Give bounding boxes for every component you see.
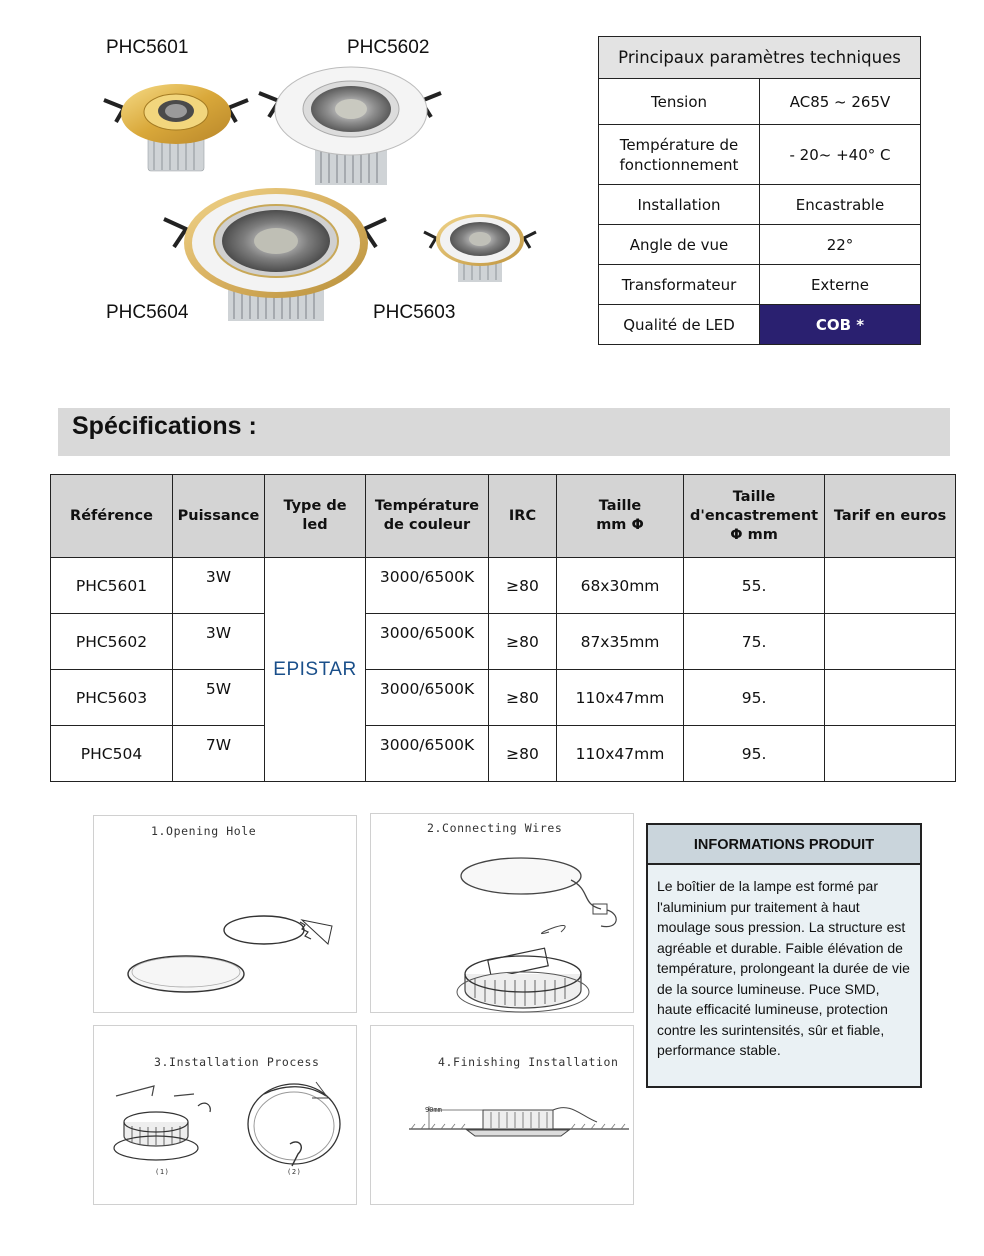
param-value-installation: Encastrable bbox=[760, 185, 921, 225]
param-value-transformer: Externe bbox=[760, 265, 921, 305]
spec-header-color-temperature: Température de couleur bbox=[366, 475, 489, 558]
spec-irc: ≥80 bbox=[489, 726, 557, 782]
spec-header-reference: Référence bbox=[51, 475, 173, 558]
spec-power: 7W bbox=[173, 726, 265, 782]
param-value-tension: AC85 ~ 265V bbox=[760, 79, 921, 125]
param-label-installation: Installation bbox=[599, 185, 760, 225]
step-finishing-installation bbox=[370, 1025, 634, 1205]
step-installation-process bbox=[93, 1025, 357, 1205]
param-label-angle: Angle de vue bbox=[599, 225, 760, 265]
spec-temp: 3000/6500K bbox=[366, 670, 489, 726]
spec-cutout: 75. bbox=[684, 614, 825, 670]
spec-temp: 3000/6500K bbox=[366, 726, 489, 782]
spec-irc: ≥80 bbox=[489, 614, 557, 670]
spec-cutout: 95. bbox=[684, 726, 825, 782]
product-info-box bbox=[646, 823, 922, 1088]
step-3-sub-2: (2) bbox=[287, 1168, 302, 1176]
param-label-temperature: Température de fonctionnement bbox=[599, 125, 760, 185]
step-3-sub-1: (1) bbox=[155, 1168, 170, 1176]
spec-ref: PHC5602 bbox=[51, 614, 173, 670]
spec-size: 68x30mm bbox=[557, 558, 684, 614]
product-label-phc5601: PHC5601 bbox=[106, 37, 189, 58]
product-info-text: Le boîtier de la lampe est formé par l'aluminium pur traitement à haut moulage sous pression. La structure est agréable et durable. Faible élévation de température, prolongeant la durée de vie de la source lumineuse. Puce SMD, haute efficacité lumineuse, protection contre les surintensités, sûr et fiable, performance stable. bbox=[657, 878, 910, 1058]
opening-hole-illustration bbox=[94, 816, 358, 1014]
spec-header-cutout: Taille d'encastrement Φ mm bbox=[684, 475, 825, 558]
param-value-angle: 22° bbox=[760, 225, 921, 265]
spec-cutout: 95. bbox=[684, 670, 825, 726]
parameters-title: Principaux paramètres techniques bbox=[599, 37, 921, 79]
installation-process-illustration bbox=[94, 1026, 358, 1206]
product-label-phc5602: PHC5602 bbox=[347, 37, 430, 58]
spec-power: 3W bbox=[173, 614, 265, 670]
spec-size: 110x47mm bbox=[557, 670, 684, 726]
table-row bbox=[51, 614, 956, 670]
product-label-phc5603: PHC5603 bbox=[373, 302, 456, 323]
specifications-heading: Spécifications : bbox=[72, 412, 257, 440]
connecting-wires-illustration bbox=[371, 814, 635, 1014]
spec-irc: ≥80 bbox=[489, 558, 557, 614]
spec-ref: PHC5601 bbox=[51, 558, 173, 614]
step-connecting-wires bbox=[370, 813, 634, 1013]
spec-temp: 3000/6500K bbox=[366, 558, 489, 614]
spec-power: 5W bbox=[173, 670, 265, 726]
param-label-transformer: Transformateur bbox=[599, 265, 760, 305]
spec-temp: 3000/6500K bbox=[366, 614, 489, 670]
product-image-phc5604 bbox=[160, 185, 390, 325]
spec-ref: PHC504 bbox=[51, 726, 173, 782]
table-row bbox=[51, 670, 956, 726]
spec-size: 87x35mm bbox=[557, 614, 684, 670]
table-row bbox=[51, 726, 956, 782]
table-row bbox=[51, 558, 956, 614]
spec-header-size: Taille mm Φ bbox=[557, 475, 684, 558]
spec-ref: PHC5603 bbox=[51, 670, 173, 726]
product-label-phc5604: PHC5604 bbox=[106, 302, 189, 323]
spec-header-price: Tarif en euros bbox=[825, 475, 956, 558]
spec-power: 3W bbox=[173, 558, 265, 614]
spec-cutout: 55. bbox=[684, 558, 825, 614]
step-4-dimension: 90mm bbox=[425, 1106, 442, 1114]
finishing-installation-illustration bbox=[371, 1026, 635, 1206]
spec-price bbox=[825, 670, 956, 726]
product-image-phc5602 bbox=[255, 63, 445, 188]
specifications-banner bbox=[58, 408, 950, 456]
spec-price bbox=[825, 726, 956, 782]
spec-price bbox=[825, 558, 956, 614]
param-label-led-quality: Qualité de LED bbox=[599, 305, 760, 345]
product-info-title: INFORMATIONS PRODUIT bbox=[648, 825, 920, 865]
step-opening-hole bbox=[93, 815, 357, 1013]
param-value-temperature: - 20~ +40° C bbox=[760, 125, 921, 185]
spec-price bbox=[825, 614, 956, 670]
spec-header-irc: IRC bbox=[489, 475, 557, 558]
product-image-phc5601 bbox=[96, 78, 256, 178]
spec-header-led-type: Type de led bbox=[265, 475, 366, 558]
step-1-caption: 1.Opening Hole bbox=[151, 824, 257, 838]
technical-parameters-table bbox=[598, 36, 921, 345]
step-4-caption: 4.Finishing Installation bbox=[438, 1055, 619, 1069]
spec-header-power: Puissance bbox=[173, 475, 265, 558]
spec-led-type-epistar: EPISTAR bbox=[265, 558, 366, 782]
spec-irc: ≥80 bbox=[489, 670, 557, 726]
step-2-caption: 2.Connecting Wires bbox=[427, 821, 563, 835]
specifications-table bbox=[50, 474, 956, 782]
spec-size: 110x47mm bbox=[557, 726, 684, 782]
param-label-tension: Tension bbox=[599, 79, 760, 125]
step-3-caption: 3.Installation Process bbox=[154, 1055, 320, 1069]
product-image-phc5603 bbox=[420, 210, 540, 285]
param-value-led-quality: COB * bbox=[760, 305, 921, 345]
